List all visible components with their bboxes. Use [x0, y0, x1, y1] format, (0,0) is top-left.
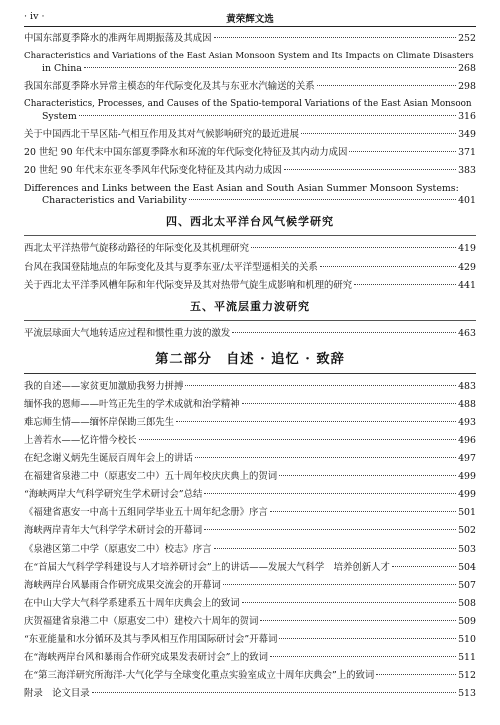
dot-leader [189, 199, 456, 200]
part-rule [24, 373, 476, 374]
entry-page-number: 496 [458, 434, 476, 446]
entry-page-number: 349 [458, 129, 476, 141]
dot-leader [232, 332, 456, 333]
toc-entry[interactable] [24, 417, 476, 429]
entry-title-line: 《福建省惠安一中高十五组同学毕业五十周年纪念册》序言 [24, 507, 268, 519]
toc-entry[interactable] [24, 129, 476, 141]
toc-entry[interactable] [24, 262, 476, 274]
dot-leader [214, 548, 457, 549]
entry-title-line: 平流层球面大气地转适应过程和惯性重力波的激发 [24, 327, 231, 339]
toc-entry[interactable] [24, 280, 476, 292]
toc-entry[interactable] [24, 670, 476, 682]
entry-title-line: 在纪念谢义炳先生诞辰百周年会上的讲话 [24, 453, 193, 465]
entry-page-number: 502 [458, 525, 476, 537]
dot-leader [301, 133, 456, 134]
entry-page-number: 503 [458, 543, 476, 555]
toc-entry[interactable] [24, 147, 476, 159]
entry-title-line: 在“第三海洋研究所海洋-大气化学与全球变化重点实验室成立十周年庆典会”上的致词 [24, 670, 375, 682]
dot-leader [204, 529, 456, 530]
entry-page-number: 511 [458, 652, 476, 664]
entry-page-number: 252 [458, 33, 476, 44]
dot-leader [242, 602, 456, 603]
toc-entry[interactable] [24, 243, 476, 255]
entry-title-line: Characteristics and Variability [42, 195, 187, 207]
entry-page-number: 371 [458, 147, 476, 159]
header-rule [24, 26, 476, 27]
section-heading: 四、西北太平洋台风气候学研究 [166, 215, 334, 229]
dot-leader [79, 115, 456, 116]
toc-entry[interactable] [24, 562, 476, 574]
dot-leader [214, 37, 457, 38]
dot-leader [270, 656, 456, 657]
toc-entry[interactable] [24, 616, 476, 628]
entry-page-number: 463 [458, 327, 476, 339]
entry-title-line: 在“海峡两岸台风和暴雨合作研究成果发表研讨会”上的致词 [24, 652, 268, 664]
entry-title-line: 西北太平洋热带气旋移动路径的年际变化及其机理研究 [24, 243, 250, 255]
entry-title-line: 在“首届大气科学学科建设与人才培养研讨会”上的讲话——发展大气科学 培养创新人才 [24, 561, 390, 573]
dot-leader [92, 692, 456, 693]
section-rule [24, 320, 476, 321]
entry-title-line: 我的自述——家贫更加激励我努力拼搏 [24, 380, 184, 392]
toc-entry[interactable] [24, 489, 476, 501]
entry-title-line: System [42, 111, 77, 123]
entry-title-line: 海峡两岸台风暴雨合作研究成果交流会的开幕词 [24, 579, 221, 591]
toc-entry[interactable] [24, 507, 476, 519]
toc-entry[interactable] [24, 598, 476, 610]
dot-leader [84, 67, 456, 68]
entry-title-line: Characteristics, Processes, and Causes of the Spatio-temporal Variations of the East Asian Monsoon [24, 99, 472, 110]
entry-title-line: in China [42, 63, 82, 74]
toc-entry[interactable] [24, 399, 476, 411]
entry-title-line: 上善若水——忆许惜今校长 [24, 434, 137, 446]
toc-entry[interactable] [24, 471, 476, 483]
dot-leader [349, 151, 456, 152]
entry-title-line: 我国东部夏季降水异常主模态的年代际变化及其与东亚水汽输送的关系 [24, 81, 315, 93]
dot-leader [176, 421, 456, 422]
entry-page-number: 512 [458, 670, 476, 682]
entry-page-number: 513 [458, 688, 476, 700]
entry-title-line: 海峡两岸青年大气科学学术研讨会的开幕词 [24, 525, 203, 537]
toc-entry[interactable] [24, 544, 476, 556]
entry-page-number: 501 [458, 507, 476, 519]
entry-title-line: Characteristics and Variations of the East Asian Monsoon System and Its Impacts on Climate Disasters [24, 51, 474, 62]
running-title: 黄荣辉文选 [226, 14, 274, 25]
entry-page-number: 298 [458, 81, 476, 93]
entry-title-line: Differences and Links between the East Asian and South Asian Summer Monsoon Systems: [24, 183, 459, 195]
entry-title-line: “东亚能量和水分循环及其与季风相互作用国际研讨会”开幕词 [24, 633, 278, 645]
toc-entry[interactable] [24, 328, 476, 340]
toc-entry[interactable] [24, 381, 476, 393]
dot-leader [270, 511, 456, 512]
dot-leader [354, 284, 456, 285]
toc-entry[interactable] [24, 525, 476, 537]
entry-page-number: 419 [458, 243, 476, 255]
entry-page-number: 499 [458, 489, 476, 501]
toc-entry[interactable] [24, 183, 476, 207]
entry-page-number: 507 [458, 579, 476, 591]
entry-title-line: 台风在我国登陆地点的年际变化及其与夏季东亚/太平洋型遥相关的关系 [24, 261, 318, 273]
toc-entry[interactable] [24, 435, 476, 447]
entry-page-number: 497 [458, 453, 476, 465]
dot-leader [242, 403, 456, 404]
entry-title-line: 庆贺福建省泉港二中（原惠安二中）建校六十周年的贺词 [24, 615, 259, 627]
entry-page-number: 499 [458, 471, 476, 483]
dot-leader [317, 85, 456, 86]
dot-leader [284, 169, 456, 170]
dot-leader [204, 493, 456, 494]
dot-leader [223, 584, 456, 585]
page-number: · iv · [24, 11, 45, 22]
entry-page-number: 508 [458, 597, 476, 609]
entry-title-line: 缅怀我的恩师——叶笃正先生的学术成就和治学精神 [24, 398, 240, 410]
entry-page-number: 510 [458, 633, 476, 645]
entry-page-number: 401 [458, 195, 476, 207]
entry-page-number: 483 [458, 380, 476, 392]
entry-title-line: 20 世纪 90 年代末东亚冬季风年代际变化特征及其内动力成因 [24, 165, 282, 177]
entry-title-line: 在中山大学大气科学系建系五十周年庆典会上的致词 [24, 597, 240, 609]
dot-leader [279, 475, 456, 476]
dot-leader [260, 620, 456, 621]
entry-title-line: 难忘师生情——缅怀岸保勘三郎先生 [24, 416, 175, 428]
entry-page-number: 429 [458, 261, 476, 273]
dot-leader [279, 638, 456, 639]
entry-page-number: 316 [458, 111, 476, 123]
table-of-contents [24, 33, 476, 706]
dot-leader [376, 674, 456, 675]
entry-title-line: “海峡两岸大气科学研究生学术研讨会”总结 [24, 489, 203, 501]
dot-leader [139, 439, 457, 440]
toc-entry[interactable] [24, 165, 476, 177]
entry-page-number: 268 [458, 63, 476, 74]
toc-entry[interactable] [24, 51, 476, 75]
entry-title-line: 《泉港区第二中学（原惠安二中）校志》序言 [24, 543, 212, 555]
toc-entry[interactable] [24, 688, 476, 700]
part-heading: 第二部分 自述 · 追忆 · 致辞 [155, 351, 345, 367]
toc-entry[interactable] [24, 634, 476, 646]
entry-title-line: 关于西北太平洋季风槽年际和年代际变异及其对热带气旋生成影响和机理的研究 [24, 279, 353, 291]
toc-entry[interactable] [24, 580, 476, 592]
entry-page-number: 509 [458, 615, 476, 627]
entry-page-number: 488 [458, 398, 476, 410]
toc-entry[interactable] [24, 652, 476, 664]
section-heading: 五、平流层重力波研究 [190, 299, 310, 313]
dot-leader [251, 247, 456, 248]
entry-title-line: 20 世纪 90 年代末中国东部夏季降水和环流的年代际变化特征及其内动力成因 [24, 147, 348, 159]
section-rule [24, 235, 476, 236]
toc-entry[interactable] [24, 81, 476, 93]
toc-entry[interactable] [24, 99, 476, 123]
entry-title-line: 中国东部夏季降水的准两年周期振荡及其成因 [24, 33, 212, 44]
dot-leader [320, 266, 456, 267]
entry-page-number: 493 [458, 416, 476, 428]
toc-entry[interactable] [24, 33, 476, 45]
toc-entry[interactable] [24, 453, 476, 465]
entry-title-line: 关于中国西北干旱区陆-气相互作用及其对气候影响研究的最近进展 [24, 129, 300, 141]
entry-page-number: 383 [458, 165, 476, 177]
entry-page-number: 504 [458, 561, 476, 573]
entry-title-line: 在福建省泉港二中（原惠安二中）五十周年校庆庆典上的贺词 [24, 471, 278, 483]
entry-title-line: 附录 论文目录 [24, 688, 90, 700]
dot-leader [392, 566, 456, 567]
page-header [24, 9, 476, 25]
entry-page-number: 441 [458, 279, 476, 291]
dot-leader [195, 457, 456, 458]
dot-leader [185, 385, 456, 386]
